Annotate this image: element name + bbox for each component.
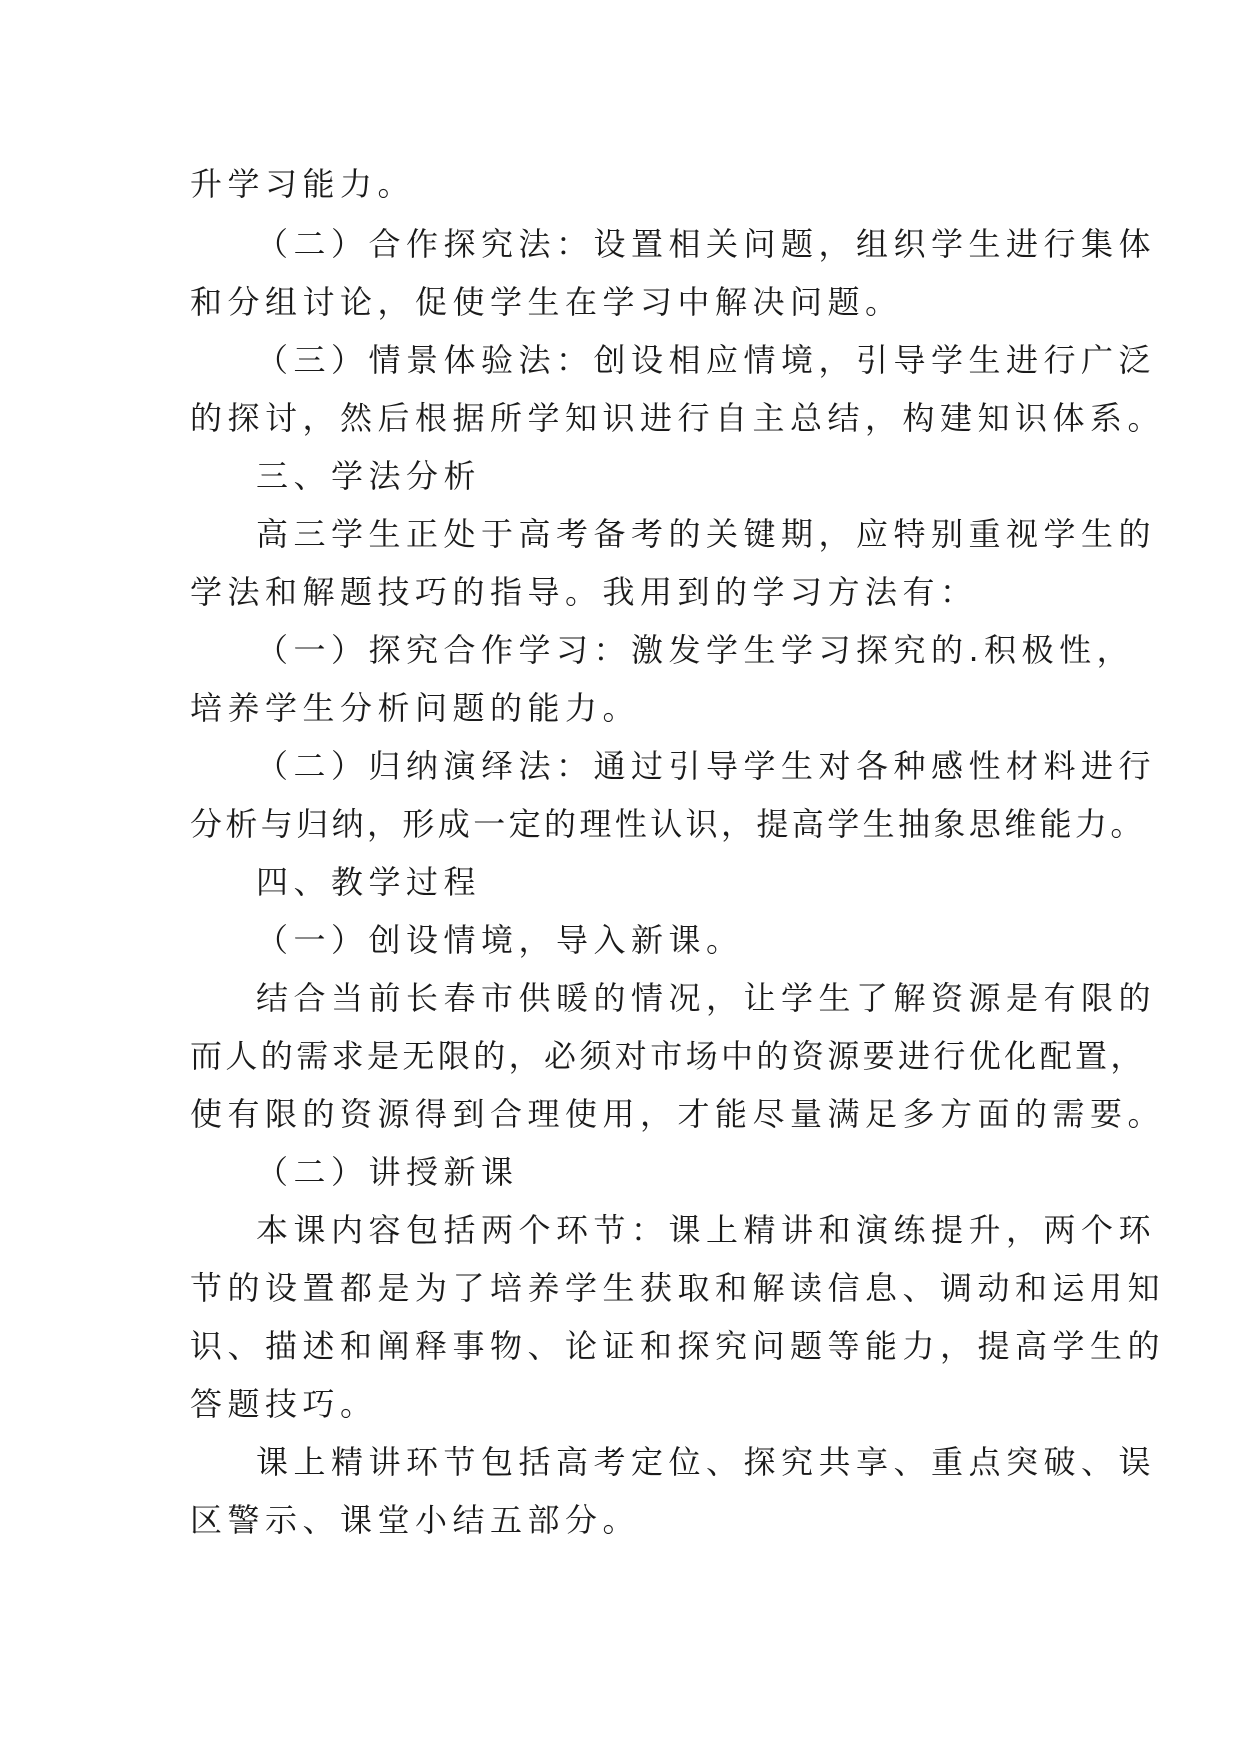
subsection-heading: （一）创设情境，导入新课。 [256,921,744,959]
paragraph-line: 使有限的资源得到合理使用，才能尽量满足多方面的需要。 [190,1095,1166,1133]
section-heading: 三、学法分析 [256,457,482,495]
paragraph-line: 区警示、课堂小结五部分。 [190,1501,641,1539]
paragraph-line: 节的设置都是为了培养学生获取和解读信息、调动和运用知 [190,1269,1166,1307]
paragraph-line: 学法和解题技巧的指导。我用到的学习方法有： [190,573,978,611]
paragraph-line: 高三学生正处于高考备考的关键期，应特别重视学生的 [256,515,1157,553]
paragraph-line: 分析与归纳，形成一定的理性认识，提高学生抽象思维能力。 [190,805,1146,843]
paragraph-line: 升学习能力。 [190,165,416,203]
paragraph-line: （二）合作探究法：设置相关问题，组织学生进行集体 [256,225,1157,263]
paragraph-line: 课上精讲环节包括高考定位、探究共享、重点突破、误 [256,1443,1157,1481]
paragraph-line: （三）情景体验法：创设相应情境，引导学生进行广泛 [256,341,1157,379]
paragraph-line: 结合当前长春市供暖的情况，让学生了解资源是有限的 [256,979,1157,1017]
paragraph-line: （一）探究合作学习：激发学生学习探究的.积极性， [256,631,1135,669]
paragraph-line: 识、描述和阐释事物、论证和探究问题等能力，提高学生的 [190,1327,1166,1365]
paragraph-line: 的探讨，然后根据所学知识进行自主总结，构建知识体系。 [190,399,1166,437]
paragraph-line: 而人的需求是无限的，必须对市场中的资源要进行优化配置， [190,1037,1146,1075]
subsection-heading: （二）讲授新课 [256,1153,519,1191]
paragraph-line: 培养学生分析问题的能力。 [190,689,641,727]
section-heading: 四、教学过程 [256,863,482,901]
paragraph-line: （二）归纳演绎法：通过引导学生对各种感性材料进行 [256,747,1157,785]
paragraph-line: 本课内容包括两个环节：课上精讲和演练提升，两个环 [256,1211,1157,1249]
paragraph-line: 和分组讨论，促使学生在学习中解决问题。 [190,283,903,321]
paragraph-line: 答题技巧。 [190,1385,378,1423]
